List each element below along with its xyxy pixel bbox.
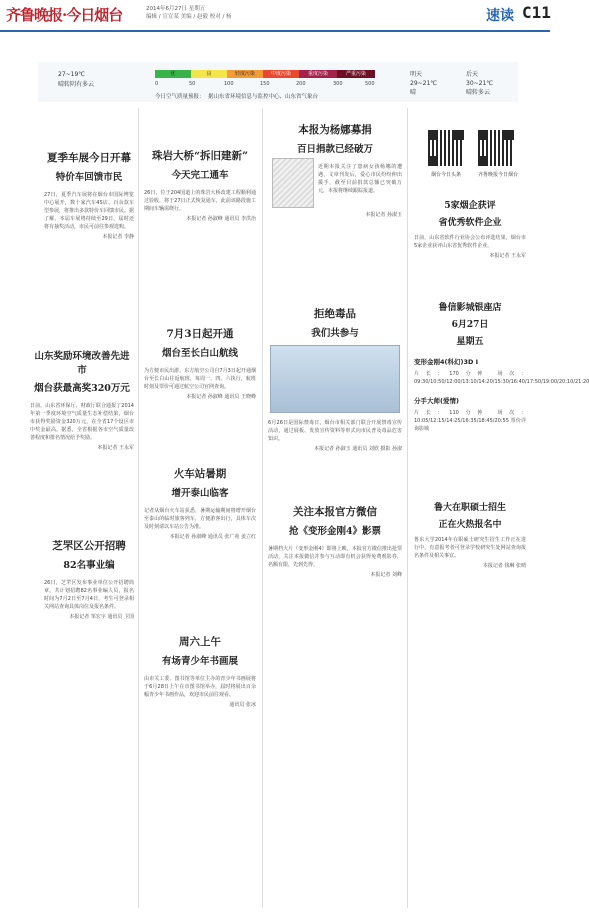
subheadline: 特价车回馈市民 xyxy=(55,172,123,183)
article-donation[interactable] xyxy=(268,122,402,218)
aqi-footnote: 今日空气质量预报： 据山东省环境信息与监控中心、山东省气象台 xyxy=(155,94,319,100)
article-body: 27日，夏季汽车展将在烟台市国际博览中心展开，数十家汽车4S店、百余款车型参展，将推出多款特价车回馈市民。据了解，本届车展将持续至29日，届时还将有抽奖活动，市民可前往参观选购。 xyxy=(44,192,135,230)
byline: 本报记者 钱琳 张晴 xyxy=(482,563,526,569)
subheadline: 增开泰山临客 xyxy=(171,488,229,499)
listing-weekday: 星期五 xyxy=(456,337,484,347)
byline: 通讯员 张冰 xyxy=(229,702,256,708)
movie-showtimes: 片长：110分钟 场次：10:05/12:15/14:25/16:35/18:45/20:55 票价详询影城 xyxy=(414,410,526,432)
headline: 拒绝毒品 xyxy=(314,308,356,320)
page-number: C11 xyxy=(522,3,551,22)
article-software-award[interactable] xyxy=(414,198,526,259)
article-body: 近期本报关注了患病女孩杨娜的遭遇，文章刊发后，爱心市民纷纷伸出援手，截至目前捐款总额已突破万元，本报将继续跟踪报道。 xyxy=(318,164,402,194)
subheadline: 烟台获最高奖320万元 xyxy=(34,383,130,394)
issue-date: 2014年6月27日 星期五 xyxy=(146,6,206,12)
headline: 鲁大在职硕士招生 xyxy=(433,503,506,513)
subheadline: 抢《变形金刚4》影票 xyxy=(288,526,382,537)
subheadline: 烟台至长白山航线 xyxy=(161,348,238,359)
subheadline: 今天完工通车 xyxy=(171,170,229,181)
article-body: 6月26日是国际禁毒日，烟台市相关部门联合开展禁毒宣传活动，通过展板、发放宣传资料等形式向市民普及毒品危害知识。 xyxy=(268,420,402,442)
aqi-level-excellent: 优 xyxy=(155,70,191,78)
byline: 本报记者 孙淑峰 通讯员 李洪治 xyxy=(186,216,256,222)
qr-code-icon[interactable] xyxy=(428,130,464,166)
editor-credits: 编辑 / 宣宣某 美编 / 赵毅 校对 / 杨 xyxy=(146,14,232,20)
headline: 本报为杨娜募捐 xyxy=(298,124,372,136)
article-bridge[interactable] xyxy=(144,148,256,222)
today-desc: 晴转阴有多云 xyxy=(58,81,95,88)
article-flight[interactable] xyxy=(144,326,256,400)
aqi-level-good: 良 xyxy=(191,70,227,78)
headline: 芝罘区公开招聘 xyxy=(52,540,126,552)
headline: 关注本报官方微信 xyxy=(293,506,377,518)
byline: 本报记者 孙淑玉 xyxy=(365,212,402,218)
aqi-scale: 0 50 100 150 200 300 500 xyxy=(155,81,375,87)
byline: 本报记者 孙淑峰 通讯员 张广苑 姜立红 xyxy=(169,534,256,540)
article-body: 26日，位于204国道上的珠岩大桥改建工程顺利通过验收，将于27日正式恢复通车，此前该路段施工期间车辆需绕行。 xyxy=(144,190,256,212)
subheadline: 省优秀软件企业 xyxy=(438,218,502,228)
article-zhifu-recruitment[interactable] xyxy=(44,538,134,620)
headline: 7月3日起开通 xyxy=(166,328,234,340)
movie-showtimes: 片长：170分钟 场次：09:30/10:50/12:00/13:10/14:20/15:30/16:40/17:50/19:00/20:10/21:20 xyxy=(414,371,589,385)
article-body: 日前，山东省环保厅、财政厅联合通报了2014年第一季度环境空气质量生态补偿结果，烟台市获得奖励资金320万元，在全省17个设区市中奖金最高。据悉，全省根据各市空气质量改善程度和排名情况给予奖励。 xyxy=(30,403,134,441)
article-anti-drug[interactable] xyxy=(268,306,402,452)
donation-photo xyxy=(272,158,314,208)
aqi-level-severe: 严重污染 xyxy=(337,70,375,78)
qr-label: 烟台今日头条 xyxy=(430,172,461,178)
article-wechat-tickets[interactable] xyxy=(268,504,402,578)
article-body: 记者从烟台火车站获悉，暑期运输期间将增开烟台至泰山的临时旅客列车，方便游客出行，具体车次及时刻请以车站公告为准。 xyxy=(144,508,256,530)
aqi-level-moderate: 中度污染 xyxy=(263,70,299,78)
anti-drug-photo xyxy=(270,345,400,413)
subheadline: 有场青少年书画展 xyxy=(161,656,238,667)
article-environment-award[interactable] xyxy=(30,348,134,451)
aqi-level-heavy: 重度污染 xyxy=(299,70,337,78)
article-auto-show[interactable] xyxy=(44,150,134,240)
today-temp: 27~19℃ xyxy=(58,71,86,78)
headline: 火车站暑期 xyxy=(173,468,227,480)
today-weather xyxy=(58,70,94,90)
article-body: 26日，芝罘区发布事业单位公开招聘简章，共计划招聘82名事业编人员，报名时间为7月2日至7月4日，考生可登录相关网站查询具体岗位及报名条件。 xyxy=(44,580,134,610)
cinema-listings[interactable] xyxy=(414,300,589,433)
aqi-legend-bar xyxy=(155,70,375,80)
section-title: 速读 xyxy=(486,8,514,24)
article-body: 为方便市民出游，东方航空公司自7月3日起开通烟台至长白山往返航班，每周一、四、六执行，航班时刻及票价可通过航空公司官网查询。 xyxy=(144,368,256,390)
forecast-day-after: 后天 30~21℃ 晴转多云 xyxy=(466,71,494,96)
qr-code-icon[interactable] xyxy=(478,130,514,166)
movie-title: 变形金刚4(科幻)3D I xyxy=(414,358,479,366)
qr-label: 齐鲁晚报今日烟台 xyxy=(477,172,518,178)
byline: 本报记者 孙淑峰 通讯员 王晓峰 xyxy=(186,394,256,400)
byline: 本报记者 邹宏宇 通讯员 卫国 xyxy=(69,614,134,620)
byline: 本报记者 王永军 xyxy=(489,253,526,259)
subheadline: 正在火热报名中 xyxy=(438,520,502,530)
headline: 夏季车展今日开幕 xyxy=(47,152,131,164)
article-body: 鲁东大学2014年在职硕士研究生招生工作正在进行中，有意报考者可登录学校研究生处网站查询报名条件及相关事宜。 xyxy=(414,537,526,559)
article-body: 暑期档大片《变形金刚4》即将上映，本报官方微信推出抢票活动，关注本报微信并参与互动即有机会获得免费观影券，名额有限，先到先得。 xyxy=(268,546,402,568)
subheadline: 我们共参与 xyxy=(311,328,359,339)
article-train[interactable] xyxy=(144,466,256,540)
cinema-name: 鲁信影城银座店 xyxy=(438,303,502,313)
article-masters-enrollment[interactable] xyxy=(414,500,526,569)
headline: 5家烟企获评 xyxy=(444,201,496,211)
headline: 珠岩大桥“拆旧建新” xyxy=(151,150,249,162)
article-body: 日前，山东省软件行业协会公布评选结果，烟台市5家企业获评山东省优秀软件企业。 xyxy=(414,235,526,249)
headline: 周六上午 xyxy=(179,636,221,648)
movie-title: 分手大师(爱情) xyxy=(414,397,459,405)
subheadline: 82名事业编 xyxy=(63,560,115,571)
aqi-level-light: 轻度污染 xyxy=(227,70,263,78)
forecast-tomorrow: 明天 29~21℃ 晴 xyxy=(410,71,438,96)
subheadline: 百日捐款已经破万 xyxy=(296,144,373,155)
headline: 山东奖励环境改善先进市 xyxy=(34,351,130,376)
article-art-exhibition[interactable] xyxy=(144,634,256,708)
newspaper-logo: 齐鲁晚报·今日烟台 xyxy=(6,6,123,24)
byline: 本报记者 刘峰 xyxy=(370,572,402,578)
listing-date: 6月27日 xyxy=(451,320,489,330)
byline: 本报记者 孙淑玉 通讯员 刘欣 摄影 孙淑 xyxy=(314,446,402,452)
byline: 本报记者 王永军 xyxy=(97,445,134,451)
byline: 本报记者 李静 xyxy=(102,234,134,240)
article-body: 由市关工委、图书馆等单位主办的青少年书画展将于6月28日上午在市图书馆举办，届时将展出百余幅青少年书画作品，欢迎市民前往观看。 xyxy=(144,676,256,698)
